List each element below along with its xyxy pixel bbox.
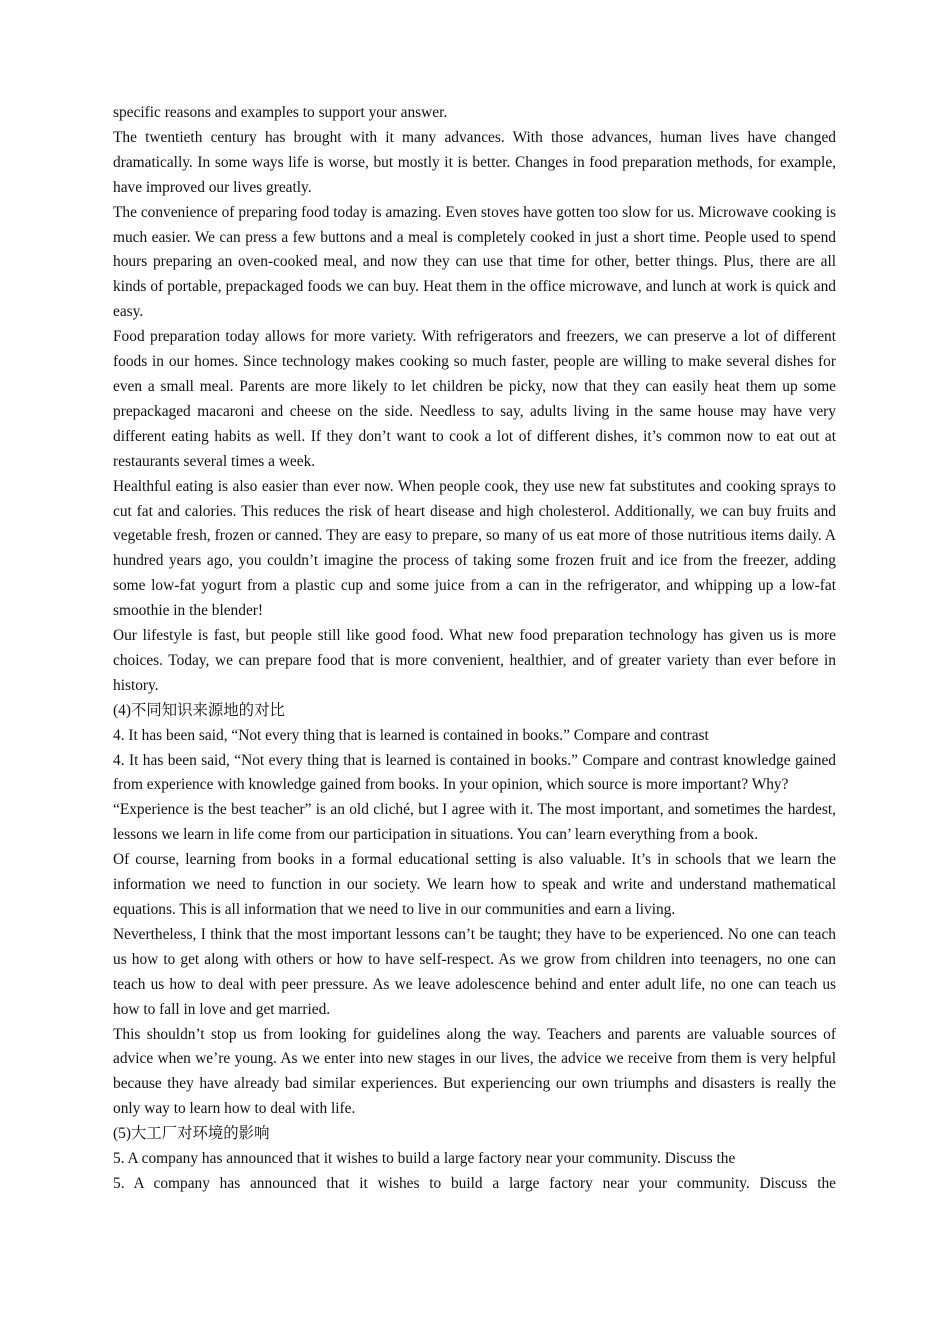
paragraph-essay3-convenience: The convenience of preparing food today is amazing. Even stoves have gotten too slow for us. Microwave cooking is much easier. We can press a few buttons and a meal is completely cooked in just a short time. People used to spend hours preparing an oven-cooked meal, and now they can use that time for other, better things. Plus, there are all kinds of portable, prepackaged foods we can buy. Heat them in the office microwave, and lunch at work is quick and easy. (113, 203, 836, 321)
prompt-4-full: 4. It has been said, “Not every thing that is learned is contained in books.” Compare and contrast knowledge gained from experience with knowledge gained from books. In your opinion, which source is more important? Why? (113, 751, 836, 794)
paragraph-essay4-conclusion: This shouldn’t stop us from looking for guidelines along the way. Teachers and parents are valuable sources of advice when we’re young. As we enter into new stages in our lives, the advice we receive from them is very helpful because they have already bad similar experiences. But experiencing our own triumphs and disasters is really the only way to learn how to deal with life. (113, 1025, 836, 1118)
paragraph-essay4-experience: Nevertheless, I think that the most important lessons can’t be taught; they have to be experienced. No one can teach us how to get along with others or how to have self-respect. As we grow from children into teenagers, no one can teach us how to deal with peer pressure. As we leave adolescence behind and enter adult life, no one can teach us how to fall in love and get married. (113, 925, 836, 1018)
section-heading-4: (4)不同知识来源地的对比 (113, 701, 285, 719)
paragraph-essay4-intro: “Experience is the best teacher” is an old cliché, but I agree with it. The most important, and sometimes the hardest, lessons we learn in life come from our participation in situations. You can’ learn everything from a book. (113, 801, 836, 844)
paragraph-essay3-variety: Food preparation today allows for more variety. With refrigerators and freezers, we can preserve a lot of different foods in our homes. Since technology makes cooking so much faster, people are willing to make several dishes for even a small meal. Parents are more likely to let children be picky, now that they can easily heat them up some prepackaged macaroni and cheese on the side. Needless to say, adults living in the same house may have very different eating habits as well. If they don’t want to cook a lot of different dishes, it’s common now to eat out at restaurants several times a week. (113, 328, 836, 470)
paragraph-prompt-tail: specific reasons and examples to support your answer. (113, 104, 448, 121)
prompt-5-short: 5. A company has announced that it wishes to build a large factory near your community. Discuss the (113, 1150, 736, 1168)
section-heading-5: (5)大工厂对环境的影响 (113, 1125, 270, 1143)
paragraph-essay4-books: Of course, learning from books in a formal educational setting is also valuable. It’s in schools that we learn the information we need to function in our society. We learn how to speak and write and understand mathematical equations. This is all information that we need to live in our communities and earn a living. (113, 851, 836, 918)
prompt-5-full: 5. A company has announced that it wishes to build a large factory near your community. Discuss the (113, 1174, 836, 1192)
prompt-4-short: 4. It has been said, “Not every thing that is learned is contained in books.” Compare and contrast (113, 726, 709, 744)
paragraph-essay3-conclusion: Our lifestyle is fast, but people still like good food. What new food preparation technology has given us is more choices. Today, we can prepare food that is more convenient, healthier, and of greater variety than ever before in history. (113, 627, 836, 694)
paragraph-essay3-healthful: Healthful eating is also easier than ever now. When people cook, they use new fat substitutes and cooking sprays to cut fat and calories. This reduces the risk of heart disease and high cholesterol. Additionally, we can buy fruits and vegetable fresh, frozen or canned. They are easy to prepare, so many of us eat more of those nutritious items daily. A hundred years ago, you couldn’t imagine the process of taking some frozen fruit and ice from the freezer, adding some low-fat yogurt from a plastic cup and some juice from a can in the refrigerator, and whipping up a low-fat smoothie in the blender! (113, 477, 836, 620)
document-page (113, 101, 836, 1197)
paragraph-essay3-intro: The twentieth century has brought with it many advances. With those advances, human lives have changed dramatically. In some ways life is worse, but mostly it is better. Changes in food preparation methods, for example, have improved our lives greatly. (113, 128, 836, 196)
